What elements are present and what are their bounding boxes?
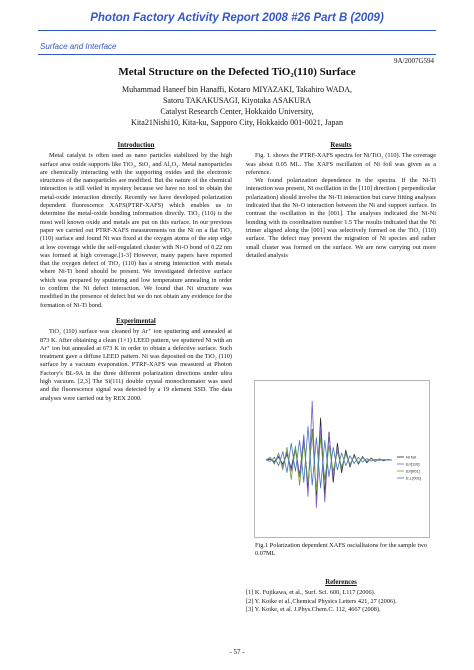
- right-column: [246, 142, 436, 260]
- report-header: Photon Factory Activity Report 2008 #26 Part B (2009): [90, 12, 384, 24]
- experimental-paragraph: TiO₂ (110) surface was cleaned by Ar⁺ ion sputtering and annealed at 873 K. After obtaining a clean (1×1) LEED pattern, we sputtered Ni with an Ar⁺ ion but annealed at 673 K in order to obtain a defective surface. Such treatment gave a diffuse LEED pattern. Ni was deposited on the TiO₂ (110) surface by a vacuum evaporation. PTRF-XAFS was measured at Photon Factory's BL-9A in the three different polarization directions under ultra high vacuum. [2,3] The Si(111) double crystal monochromator was used and the fluorescence signal was detected by a 19 element SSD. The data analyses were carried out by REX 2000.: [40, 328, 232, 402]
- left-column: [40, 142, 232, 403]
- affiliation-line-2: Kita21Nishi10, Kita-ku, Sapporo City, Hokkaido 001-0021, Japan: [131, 118, 343, 127]
- references-section: [246, 579, 436, 614]
- introduction-heading: Introduction: [117, 142, 155, 149]
- experimental-heading: Experimental: [116, 317, 156, 325]
- reference-id: 9A/2007G594: [393, 57, 434, 65]
- header-rule-top: [38, 30, 436, 31]
- results-paragraph-1: Fig. 1. shows the PTRF-XAFS spectra for Ni/TiO₂ (110). The coverage was about 0.05 ML. The XAFS oscillation of Ni foil was given as a reference.: [246, 152, 436, 176]
- author-names-line-1: Muhammad Haneef bin Hanaffi, Kotaro MIYAZAKI, Takahiro WADA,: [121, 85, 353, 94]
- affiliation-line-1: Catalyst Research Center, Hokkaido University,: [160, 107, 314, 116]
- results-paragraph-2: We found polarization dependence in the spectra. If the Ni-Ti interaction was present, Ni oscillation in the [110] direction ( perpendicular polarization) should involve the Ni-Ti interaction but curve fitting analyses indicated that the Ni-O interaction between the Ni and support surface. In contrast the oscillation in the [001]. The analyses indicated the Ni-Ni bonding with its coordination number 1.5 The results indicated that the Ni trimer aligned along the [001] was selectively formed on the TiO₂ (110) surface. The defect may prevent the migration of Ni species and rather small cluster was formed on the surface. We are now carrying out more detailed analysis: [246, 177, 436, 259]
- figure-caption: Fig.1 Polarization dependent XAFS oscialltaions for the sample two 0.07ML: [255, 542, 427, 558]
- legend-label-e-001: E//[001]: [406, 468, 420, 474]
- header-rule-bottom: [38, 54, 436, 55]
- introduction-paragraph: Metal catalyst is often used as nano particles stabilized by the high surface area oxide supports like TiO₂, SiO₂ and Al₂O₃. Metal nanoparticles are chemically interacting with the supporting oxides and the electronic structures of the nanoparticles are modified. But the nature of the chemical interaction is still veiled in mystery because we have no tool to obtain the metal-oxide interaction directly. Recently we have developed polarization dependent fluorescence XAFS(PTRF-XAFS) which enables us to determine the metal-oxide bonding information directly. TiO₂ (110) is the most well known oxide and metals are put on this surface. In our previous paper we carried out PTRF-XAFS measurements on the Ni on a flat TiO₂ (110) surface and found Ni was fixed at the oxygen atoms of the step edge at low coverage while the self-regulated cluster with Ni-O bond of 0.22 nm was formed at high coverage.[1-3] However, many papers have reported that the oxygen defect of TiO₂ (110) has a strong interaction with metals where Ni-Ti bond should be present. We investigated defective surface which was prepared by sputtering and low temperature annealing in order to confirm the Ni defect interaction. We found that Ni structure was modified in the presence of defect but we do not obtain any evidence for the formation of Ni-Ti bond.: [40, 152, 232, 309]
- reference-item-2: [2] Y. Koike et al.,Chemical Physics Letters 421, 27 (2006).: [246, 597, 397, 605]
- results-heading: Results: [330, 142, 352, 149]
- legend-label-ni-foil: Ni foil: [406, 454, 417, 460]
- page-number: - 57 -: [229, 648, 245, 656]
- xafs-spectra-figure: [254, 380, 430, 538]
- author-block: [0, 84, 474, 128]
- legend-label-e-perp-001: E⊥[001]: [406, 475, 422, 481]
- reference-item-3: [3] Y. Koike, et al. J.Phys.Chem.C. 112, 4667 (2008).: [246, 605, 381, 613]
- legend-label-e-110: E//[110]: [406, 461, 420, 467]
- author-names-line-2: Satoru TAKAKUSAGI, Kiyotaka ASAKURA: [162, 96, 312, 105]
- references-heading: References: [325, 579, 357, 586]
- section-label: Surface and Interface: [40, 42, 117, 51]
- reference-item-1: [1] K. Fujikawa, et al., Surf. Sci. 600, L117 (2006).: [246, 589, 376, 597]
- paper-title: Metal Structure on the Defected TiO₂(110) Surface: [118, 66, 356, 78]
